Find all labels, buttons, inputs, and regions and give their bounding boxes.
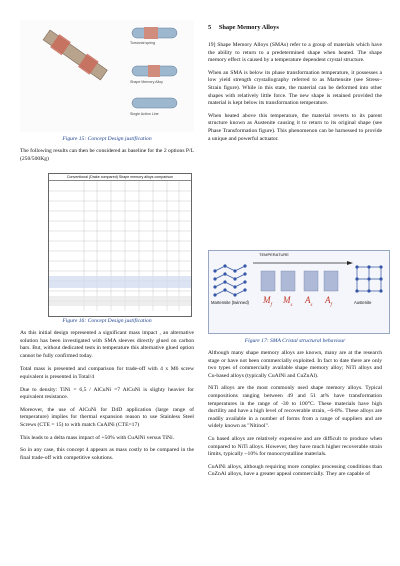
m-s-subscript: s bbox=[290, 302, 293, 308]
a-s-letter: A bbox=[305, 295, 311, 305]
temperature-label: TEMPERATURE bbox=[259, 252, 289, 257]
m-f-subscript: f bbox=[270, 302, 272, 308]
figure-15-label-2: Shape Memory Alloy bbox=[130, 80, 163, 84]
austenite-label: Austenite bbox=[354, 300, 372, 305]
m-label bbox=[283, 295, 292, 308]
phase-transformation-graphic bbox=[209, 251, 389, 333]
paragraph: The following results can then be considered as baseline for the 2 options P/L (250/500Kg) bbox=[20, 148, 194, 162]
figure-15-label-1: Torsional spring bbox=[130, 41, 156, 45]
left-column-body bbox=[20, 330, 194, 467]
a-f-subscript: f bbox=[330, 302, 332, 308]
paragraph: CuAlNi alloys, although requiring more complex processing conditions than CuZnAl alloys, have a greater appeal commercially. They are capable of bbox=[208, 463, 382, 478]
figure-15-caption: Figure 15: Concept Design justification bbox=[62, 136, 152, 142]
right-column-body bbox=[208, 350, 382, 484]
section-number: 5 bbox=[208, 24, 212, 31]
paragraph: When heated above this temperature, the material reverts to its parent structure known as Austenite causing it to return to its original shape (see Phase Transformation figure). This phenomenon can be harnessed to provide a unique and powerful actuator. bbox=[208, 112, 382, 142]
figure-16-caption: Figure 16: Concept Design justification bbox=[62, 318, 152, 324]
a-label bbox=[325, 295, 332, 308]
figure-17-caption: Figure 17: SMA Cristal structural behaviour bbox=[244, 338, 346, 344]
m-s-letter: M bbox=[283, 295, 291, 305]
paragraph: Cu based alloys are relatively expensive and are difficult to produce when compared to NiTi alloys. However, they have much higher recoverable strain limits, typically ~10% for monocrystalline materials. bbox=[208, 435, 382, 458]
figure-15 bbox=[20, 20, 194, 132]
paragraph: 19] Shape Memory Alloys (SMAs) refer to a group of materials which have the ability to return to a predetermined shape when heated. The shape memory effect is caused by a temperature dependent crystal structure. bbox=[208, 42, 382, 64]
paragraph: As this initial design represented a significant mass impact , an alternative solution has been investigated with SMA sleeves directly glued on carbon bars. But, without dedicated tests in temperature this alternative glued option cannot be fully confirmed today. bbox=[20, 330, 194, 359]
paragraph: This leads to a delta mass impact of +50% with CuAlNi versus TiNi. bbox=[20, 434, 175, 441]
figure-15-illustration bbox=[20, 20, 194, 120]
figure-17-diagram bbox=[208, 250, 390, 334]
figure-15-label-3: Single Action Line bbox=[130, 112, 159, 116]
paragraph: Total mass is presented and comparison for trade-off with 4 x M6 screw equivalent is presented in Total/4 bbox=[20, 366, 194, 380]
paragraph: So in any case, this concept 4 appears as mass costly to be compared in the final trade-off with competitive solutions. bbox=[20, 447, 194, 461]
a-label bbox=[305, 295, 312, 308]
section-heading bbox=[208, 24, 279, 31]
table-grid bbox=[49, 181, 191, 311]
a-s-subscript: s bbox=[310, 302, 313, 308]
table-header: Conventional (Drake compared) Shape memory alloys comparison bbox=[49, 174, 191, 181]
comparison-table bbox=[48, 173, 192, 317]
right-column-top bbox=[208, 42, 382, 148]
left-column-intro bbox=[20, 148, 194, 168]
a-f-letter: A bbox=[325, 295, 331, 305]
m-f-letter: M bbox=[263, 295, 271, 305]
paragraph: When an SMA is below its phase transformation temperature, it possesses a low yield strength crystallography referred to as Martensite (see Stress–Strain figure). While in this state, the material can be deformed into other shapes with relatively little force. The new shape is retained provided the material is kept below its transformation temperature. bbox=[208, 69, 382, 107]
section-title: Shape Memory Alloys bbox=[218, 24, 279, 31]
martensite-label: Martensite (twinned) bbox=[211, 300, 249, 305]
paragraph: NiTi alloys are the most commonly used shape memory alloys. Typical compositions ranging between 49 and 51 at% have transformation temperatures in the range of -30 to 100°C. These materials have high ductility and have a high level of recoverable strain, ~6-8%. These alloys are readily available in a number of forms from a range of suppliers and are widely known as "Nitinol". bbox=[208, 385, 382, 430]
paragraph: Due to density: TiNi = 6,5 / AlCuNi =7 AlCuNi is slighty heavier for equivalent resistance. bbox=[20, 386, 194, 401]
m-label bbox=[263, 295, 272, 308]
paragraph: Moreover, the use of AlCuNi for D4D application (large range of temperature) implies for thermal expansion reason to use Stainless Steel Screws (CTE = 15) to with match CuAlNi (CTE=17) bbox=[20, 406, 194, 428]
paragraph: Although many shape memory alloys are known, many are at the research stage or have not been commercially exploited. In fact to date there are only two types of commercially available shape memory alloy; NiTi alloys and Cu-based alloys (typically CuAlNi and CuZnAl). bbox=[208, 350, 382, 379]
